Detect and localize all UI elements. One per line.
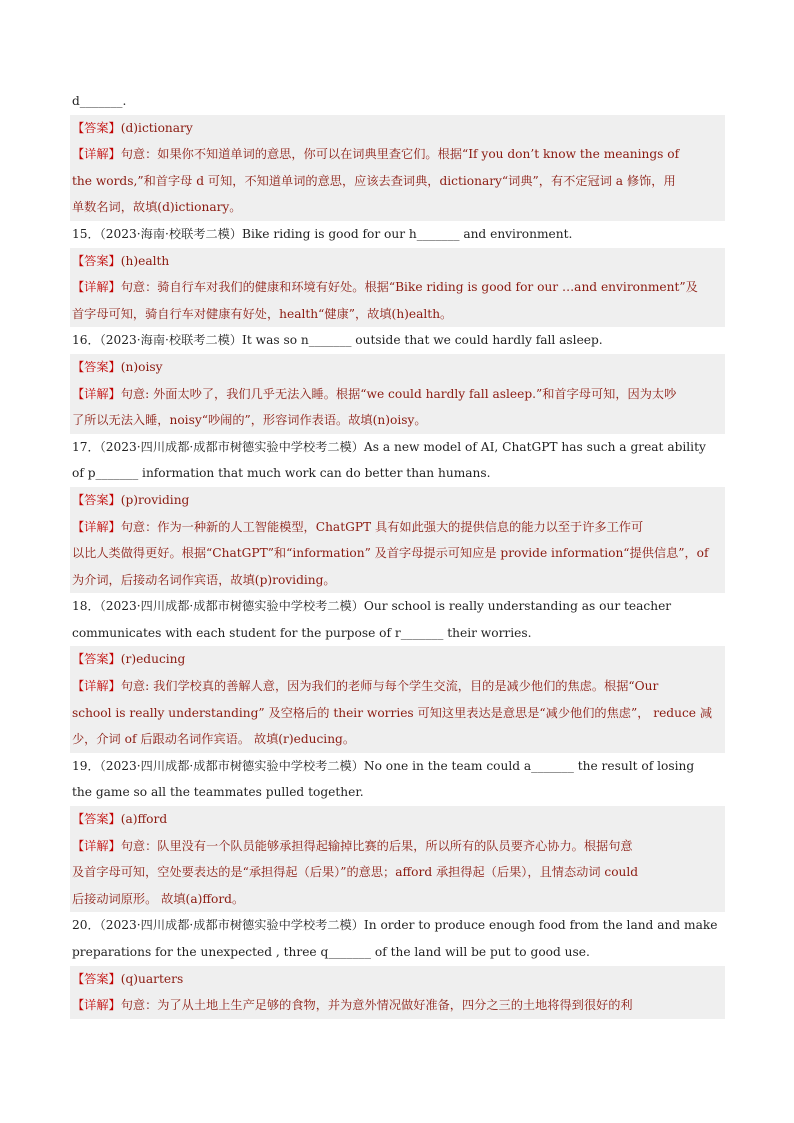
line-text: the words,”和首字母 d 可知，不知道单词的意思，应该去查词典，dictionary“词典”，有不定冠词 a 修饰，用 [72, 173, 676, 188]
line-text: the game so all the teammates pulled together. [72, 785, 364, 800]
line-text: 20．（2023·四川成都·成都市树德实验中学校考二模）In order to produce enough food from the land and make [72, 918, 718, 933]
question-line [70, 434, 725, 461]
line-text: 单数名词，故填(d)ictionary。 [72, 200, 242, 215]
question-line [70, 221, 725, 248]
answer-line [70, 806, 725, 833]
explanation-tag: 【详解】 [72, 519, 121, 534]
line-text: preparations for the unexpected , three q_______ of the land will be put to good use. [72, 945, 590, 959]
question-line [70, 88, 725, 115]
question-line [70, 593, 725, 620]
explanation-line [70, 301, 725, 328]
answer-line [70, 966, 725, 993]
line-text: 17．（2023·四川成都·成都市树德实验中学校考二模）As a new model of AI, ChatGPT has such a great ability [72, 439, 706, 454]
answer-tag: 【答案】 [72, 971, 121, 986]
explanation-line [70, 381, 725, 408]
answer-tag: 【答案】 [72, 253, 121, 268]
line-text: 句意: 外面太吵了，我们几乎无法入睡。根据“we could hardly fall asleep.”和首字母可知，因为太吵 [120, 386, 677, 401]
answer-tag: 【答案】 [72, 359, 121, 374]
answer-line [70, 115, 725, 142]
question-line [70, 912, 725, 939]
explanation-tag: 【详解】 [72, 998, 121, 1013]
line-text: 15．（2023·海南·校联考二模）Bike riding is good for our h_______ and environment. [72, 226, 573, 241]
explanation-line [70, 673, 725, 700]
explanation-line [70, 194, 725, 221]
line-text: (h)ealth [120, 253, 170, 268]
answer-line [70, 354, 725, 381]
line-text: (d)ictionary [120, 120, 193, 135]
line-text: 首字母可知，骑自行车对健康有好处，health“健康”，故填(h)ealth。 [72, 306, 453, 321]
explanation-tag: 【详解】 [72, 386, 121, 401]
line-text: (r)educing [120, 652, 186, 667]
question-line [70, 460, 725, 487]
answer-line [70, 646, 725, 673]
line-text: 后接动词原形。 故填(a)fford。 [72, 891, 245, 906]
line-text: communicates with each student for the purpose of r_______ their worries. [72, 625, 532, 640]
explanation-line [70, 407, 725, 434]
line-text: 了所以无法入睡，noisy“吵闹的”，形容词作表语。故填(n)oisy。 [72, 413, 427, 428]
explanation-tag: 【详解】 [72, 838, 121, 853]
document-page [70, 88, 725, 1019]
answer-tag: 【答案】 [72, 492, 121, 507]
line-text: (a)fford [120, 812, 168, 827]
line-text: school is really understanding” 及空格后的 their worries 可知这里表达是意思是“减少他们的焦虑”， reduce 减 [72, 705, 713, 720]
line-text: 句意: 我们学校真的善解人意，因为我们的老师与每个学生交流，目的是减少他们的焦虑。根据“Our [120, 679, 659, 694]
line-text: 句意：如果你不知道单词的意思，你可以在词典里查它们。根据“If you don’t know the meanings of [120, 147, 680, 162]
explanation-line [70, 141, 725, 168]
question-line [70, 939, 725, 966]
explanation-line [70, 726, 725, 753]
explanation-line [70, 514, 725, 541]
explanation-tag: 【详解】 [72, 147, 121, 162]
explanation-line [70, 886, 725, 913]
line-text: 句意：作为一种新的人工智能模型，ChatGPT 具有如此强大的提供信息的能力以至于许多工作可 [120, 519, 644, 534]
line-text: (n)oisy [120, 359, 163, 374]
line-text: 18．（2023·四川成都·成都市树德实验中学校考二模）Our school is really understanding as our teacher [72, 599, 672, 614]
answer-tag: 【答案】 [72, 652, 121, 667]
line-text: 16．（2023·海南·校联考二模）It was so n_______ outside that we could hardly fall asleep. [72, 333, 603, 348]
line-text: 少，介词 of 后跟动名词作宾语。 故填(r)educing。 [72, 732, 356, 747]
answer-line [70, 248, 725, 275]
explanation-line [70, 833, 725, 860]
answer-line [70, 487, 725, 514]
explanation-line [70, 992, 725, 1019]
answer-tag: 【答案】 [72, 120, 121, 135]
explanation-line [70, 567, 725, 594]
question-line [70, 620, 725, 647]
line-text: 19．（2023·四川成都·成都市树德实验中学校考二模）No one in the team could a_______ the result of losing [72, 758, 695, 773]
question-line [70, 753, 725, 780]
explanation-line [70, 168, 725, 195]
line-text: (q)uarters [120, 971, 184, 986]
line-text: 以比人类做得更好。根据“ChatGPT”和“information” 及首字母提示可知应是 provide information“提供信息”，of [72, 546, 709, 561]
answer-tag: 【答案】 [72, 812, 121, 827]
line-text: 句意：为了从土地上生产足够的食物，并为意外情况做好准备，四分之三的土地将得到很好的利 [120, 998, 633, 1013]
line-text: 句意：骑自行车对我们的健康和环境有好处。根据“Bike riding is good for our …and environment”及 [120, 280, 698, 295]
explanation-tag: 【详解】 [72, 280, 121, 295]
line-text: d_______. [72, 94, 127, 108]
line-text: of p_______ information that much work can do better than humans. [72, 466, 491, 481]
line-text: 为介词，后接动名词作宾语，故填(p)roviding。 [72, 572, 336, 587]
explanation-line [70, 859, 725, 886]
question-line [70, 779, 725, 806]
explanation-line [70, 274, 725, 301]
line-text: 句意：队里没有一个队员能够承担得起输掉比赛的后果，所以所有的队员要齐心协力。根据句意 [120, 838, 633, 853]
line-text: 及首字母可知，空处要表达的是“承担得起（后果）”的意思；afford 承担得起（后果），且情态动词 could [72, 865, 639, 880]
question-line [70, 327, 725, 354]
explanation-line [70, 540, 725, 567]
line-text: (p)roviding [120, 492, 190, 507]
explanation-line [70, 700, 725, 727]
explanation-tag: 【详解】 [72, 679, 121, 694]
